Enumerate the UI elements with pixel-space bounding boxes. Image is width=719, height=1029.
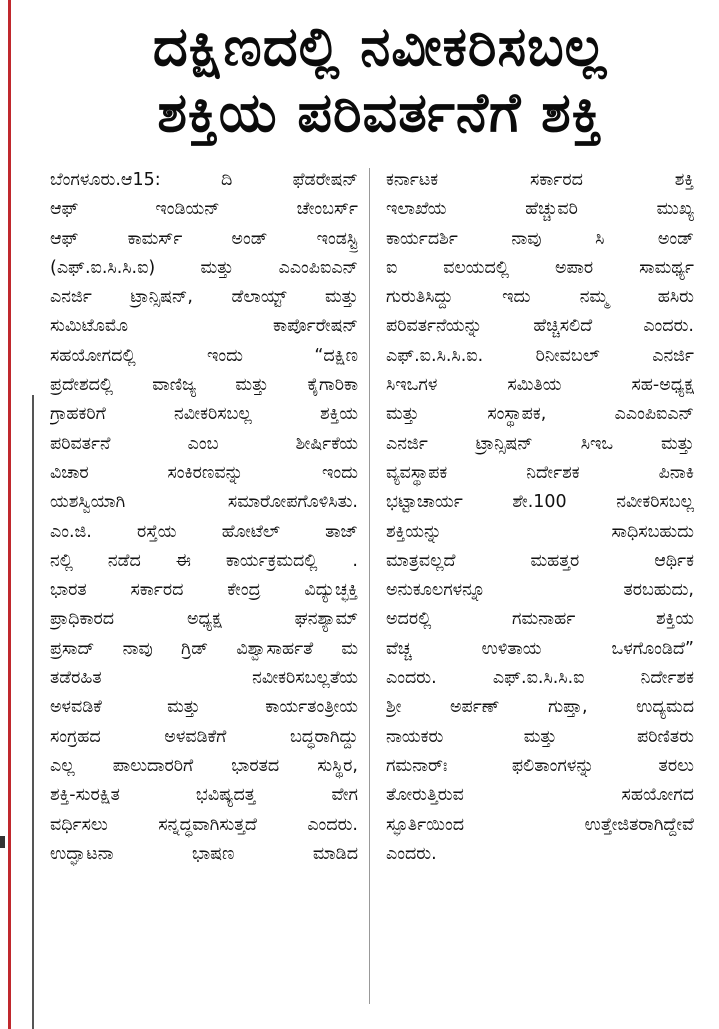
- body-line: ಸಹಯೋಗದಲ್ಲಿ ಇಂದು “ದಕ್ಷಿಣ: [50, 345, 358, 366]
- body-line: ಗಮನಾರ್ಃ ಫಲಿತಾಂಗಳನ್ನು ತರಲು: [386, 755, 694, 776]
- body-line: ತೋರುತ್ತಿರುವ ಸಹಯೋಗದ: [386, 785, 694, 806]
- column-divider: [369, 168, 370, 1004]
- body-line: ಅಳವಡಿಕೆ ಮತ್ತು ಕಾರ್ಯತಂತ್ರೀಯ: [50, 697, 358, 718]
- body-line: ನಲ್ಲಿ ನಡೆದ ಈ ಕಾರ್ಯಕ್ರಮದಲ್ಲಿ .: [50, 550, 358, 571]
- body-line: ಶ್ರೀ ಅರ್ಪಣ್ ಗುಪ್ತಾ, ಉದ್ಯಮದ: [386, 697, 694, 718]
- article-column-right: [386, 166, 694, 869]
- body-line: ಎಂದರು. ಎಫ್.ಐ.ಸಿ.ಸಿ.ಐ ನಿರ್ದೇಶಕ: [386, 668, 694, 689]
- body-line: ವ್ಯವಸ್ಥಾಪಕ ನಿರ್ದೇಶಕ ಪಿನಾಕಿ: [386, 462, 694, 483]
- body-line: ಎಂದರು.: [386, 843, 437, 864]
- page-edge-red-rule: [8, 0, 11, 1029]
- body-line: ಗುರುತಿಸಿದ್ದು ಇದು ನಮ್ಮ ಹಸಿರು: [386, 287, 694, 308]
- body-line: ಆಫ್ ಕಾಮರ್ಸ್ ಅಂಡ್ ಇಂಡಸ್ಟ್ರಿ: [50, 228, 358, 249]
- body-line: ಸಿಇಒಗಳ ಸಮಿತಿಯ ಸಹ-ಅಧ್ಯಕ್ಷ: [386, 375, 694, 396]
- body-line: ಎಲ್ಲ ಪಾಲುದಾರರಿಗೆ ಭಾರತದ ಸುಸ್ಥಿರ,: [50, 755, 358, 776]
- body-line: ಭಾರತ ಸರ್ಕಾರದ ಕೇಂದ್ರ ವಿದ್ಯುಚ್ಛಕ್ತಿ: [50, 580, 358, 601]
- body-line: ಪ್ರಾಧಿಕಾರದ ಅಧ್ಯಕ್ಷ ಘನಶ್ಯಾಮ್: [50, 609, 358, 630]
- body-line: ಯಶಸ್ವಿಯಾಗಿ ಸಮಾರೋಪಗೊಳಿಸಿತು.: [50, 492, 358, 513]
- body-line: ಮಾತ್ರವಲ್ಲದೆ ಮಹತ್ತರ ಆರ್ಥಿಕ: [386, 550, 694, 571]
- headline-line-1: ದಕ್ಷಿಣದಲ್ಲಿ ನವೀಕರಿಸಬಲ್ಲ: [152, 15, 608, 78]
- headline-line-2: ಶಕ್ತಿಯ ಪರಿವರ್ತನೆಗೆ ಶಕ್ತಿ: [157, 81, 603, 144]
- body-line: ಮತ್ತು ಸಂಸ್ಥಾಪಕ, ಎಎಂಪಿಐಎನ್: [386, 404, 694, 425]
- edge-mark: [0, 836, 5, 848]
- body-line: ಎನರ್ಜಿ ಟ್ರಾನ್ಸಿಷನ್, ಡೆಲಾಯ್ಟ್ ಮತ್ತು: [50, 287, 358, 308]
- body-line: ಕಾರ್ಯದರ್ಶಿ ನಾವು ಸಿ ಅಂಡ್: [386, 228, 694, 249]
- body-line: ಪರಿವರ್ತನೆಯನ್ನು ಹೆಚ್ಚಿಸಲಿದೆ ಎಂದರು.: [386, 316, 694, 337]
- body-line: ಗ್ರಾಹಕರಿಗೆ ನವೀಕರಿಸಬಲ್ಲ ಶಕ್ತಿಯ: [50, 404, 358, 425]
- body-line: ಭಟ್ಟಾಚಾರ್ಯ ಶೇ.100 ನವೀಕರಿಸಬಲ್ಲ: [386, 492, 694, 513]
- article-column-left: [50, 166, 358, 869]
- body-line: ಶಕ್ತಿಯನ್ನು ಸಾಧಿಸಬಹುದು: [386, 521, 694, 542]
- margin-rule: [32, 395, 34, 1029]
- body-line: ಕರ್ನಾಟಕ ಸರ್ಕಾರದ ಶಕ್ತಿ: [386, 170, 694, 190]
- body-line: (ಎಫ್.ಐ.ಸಿ.ಸಿ.ಐ) ಮತ್ತು ಎಎಂಪಿಐಎನ್: [50, 257, 358, 278]
- body-line: ಎಫ್.ಐ.ಸಿ.ಸಿ.ಐ. ರಿನೀವಬಲ್ ಎನರ್ಜಿ: [386, 345, 694, 366]
- body-line: ಶಕ್ತಿ-ಸುರಕ್ಷಿತ ಭವಿಷ್ಯದತ್ತ ವೇಗ: [50, 785, 358, 806]
- body-line: ಪರಿವರ್ತನೆ ಎಂಬ ಶೀರ್ಷಿಕೆಯ: [50, 433, 358, 454]
- body-line: ತಡೆರಹಿತ ನವೀಕರಿಸಬಲ್ಲತೆಯ: [50, 668, 358, 689]
- body-line: ಅದರಲ್ಲಿ ಗಮನಾರ್ಹ ಶಕ್ತಿಯ: [386, 609, 694, 630]
- body-line: ಪ್ರದೇಶದಲ್ಲಿ ವಾಣಿಜ್ಯ ಮತ್ತು ಕೈಗಾರಿಕಾ: [50, 375, 358, 396]
- body-line: ಪ್ರಸಾದ್ ನಾವು ಗ್ರಿಡ್ ವಿಶ್ವಾಸಾರ್ಹತೆ ಮ: [50, 638, 358, 659]
- article-headline: [52, 14, 708, 146]
- body-line: ಅನುಕೂಲಗಳನ್ನೂ ತರಬಹುದು,: [386, 580, 694, 601]
- body-line: ವರ್ಧಿಸಲು ಸನ್ನದ್ಧವಾಗಿಸುತ್ತದೆ ಎಂದರು.: [50, 814, 358, 835]
- body-line: ವೆಚ್ಚ ಉಳಿತಾಯ ಒಳಗೊಂಡಿದೆ”: [386, 638, 694, 659]
- body-line: ಸಂಗ್ರಹದ ಅಳವಡಿಕೆಗೆ ಬದ್ಧರಾಗಿದ್ದು: [50, 726, 358, 747]
- body-line: ಎನರ್ಜಿ ಟ್ರಾನ್ಸಿಷನ್ ಸಿಇಒ ಮತ್ತು: [386, 433, 694, 454]
- body-line: ಐ ವಲಯದಲ್ಲಿ ಅಪಾರ ಸಾಮರ್ಥ್ಯ: [386, 257, 694, 278]
- body-line: ಇಲಾಖೆಯ ಹೆಚ್ಚುವರಿ ಮುಖ್ಯ: [386, 199, 694, 220]
- body-line: ಉದ್ಘಾಟನಾ ಭಾಷಣ ಮಾಡಿದ: [50, 843, 358, 864]
- body-line: ಆಫ್ ಇಂಡಿಯನ್ ಚೇಂಬರ್ಸ್: [50, 199, 358, 220]
- body-line: ವಿಚಾರ ಸಂಕಿರಣವನ್ನು ಇಂದು: [50, 462, 358, 483]
- body-line: ಬೆಂಗಳೂರು.ಆ15: ದಿ ಫೆಡರೇಷನ್: [50, 170, 358, 190]
- body-line: ಸುಮಿಟೊಮೊ ಕಾರ್ಪೊರೇಷನ್: [50, 316, 358, 337]
- body-line: ನಾಯಕರು ಮತ್ತು ಪರಿಣಿತರು: [386, 726, 694, 747]
- body-line: ಎಂ.ಜಿ. ರಸ್ತೆಯ ಹೋಟೆಲ್ ತಾಜ್: [50, 521, 358, 542]
- body-line: ಸ್ಫೂರ್ತಿಯಿಂದ ಉತ್ತೇಜಿತರಾಗಿದ್ದೇವೆ: [386, 814, 694, 835]
